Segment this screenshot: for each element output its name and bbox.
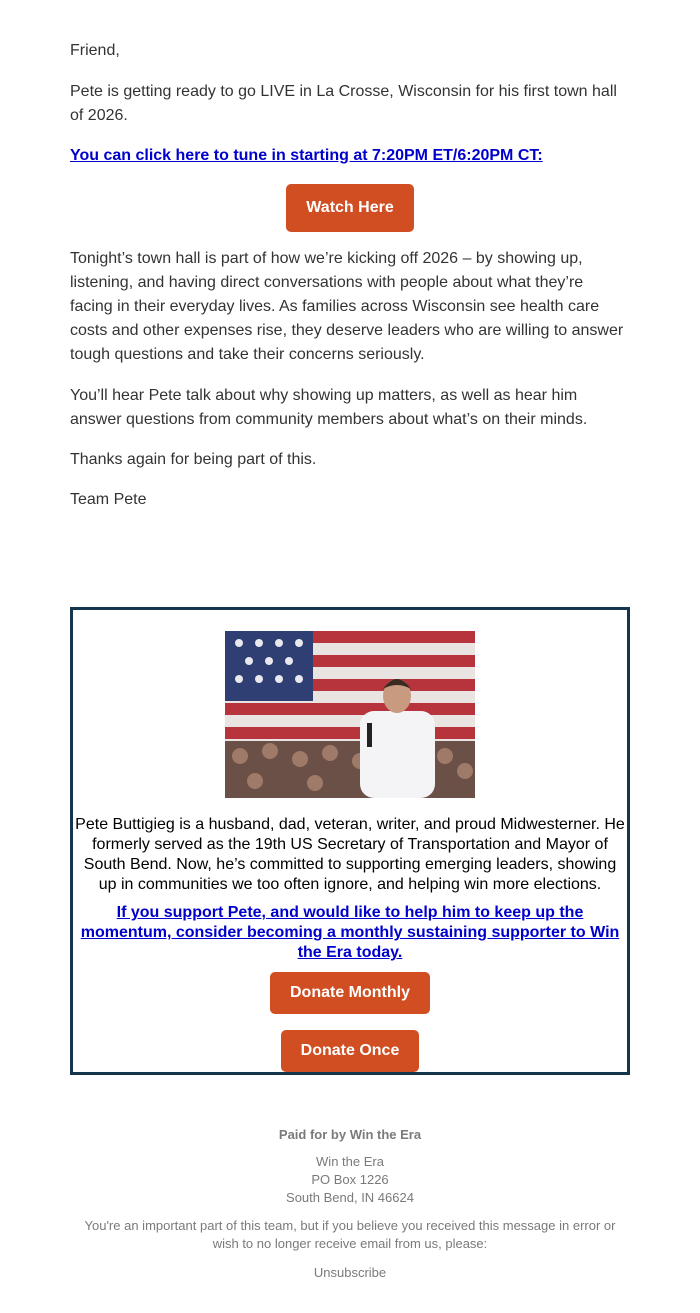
donate-monthly-button[interactable]: Donate Monthly (270, 972, 430, 1014)
paid-for-text: Paid for by Win the Era (278, 1127, 422, 1142)
donate-once-button[interactable]: Donate Once (281, 1030, 419, 1072)
promo-box (70, 607, 630, 1075)
bio-text: Pete Buttigieg is a husband, dad, veteran, writer, and proud Midwesterner. He formerly served as the 19th US Secretary of Transportation and Mayor of South Bend. Now, he’s committed to supporting emerging leaders, showing up in communities we too often ignore, and helping win more elections. (75, 816, 625, 893)
support-link[interactable]: If you support Pete, and would like to help him to keep up the momentum, consider becoming a monthly sustaining supporter to Win the Era today. (80, 904, 620, 961)
address-line: PO Box 1226 (311, 1172, 389, 1187)
thanks-text: Thanks again for being part of this. (70, 451, 317, 468)
signoff: Team Pete (70, 491, 147, 508)
body-paragraph-1: Tonight’s town hall is part of how we’re kicking off 2026 – by showing up, listening, and having direct conversations with people about what they’re facing in their everyday lives. As families across Wisconsin see health care costs and other expenses rise, they deserve leaders who are willing to answer tough questions and take their concerns seriously. (70, 250, 624, 363)
unsubscribe-notice: You're an important part of this team, but if you believe you received this message in error or wish to no longer receive email from us, please: (84, 1218, 616, 1251)
unsubscribe-link[interactable]: Unsubscribe (313, 1265, 387, 1280)
address (70, 1153, 630, 1207)
tune-in-link[interactable]: You can click here to tune in starting at 7:20PM ET/6:20PM CT: (70, 147, 543, 164)
intro-paragraph: Pete is getting ready to go LIVE in La Crosse, Wisconsin for his first town hall of 2026. (70, 83, 617, 124)
body-paragraph-2: You’ll hear Pete talk about why showing up matters, as well as hear him answer questions from community members about what’s on their minds. (70, 387, 588, 428)
watch-here-button[interactable]: Watch Here (286, 184, 414, 232)
greeting: Friend, (70, 42, 120, 59)
pete-photo (225, 631, 475, 798)
address-line: South Bend, IN 46624 (286, 1190, 414, 1205)
address-line: Win the Era (316, 1154, 384, 1169)
